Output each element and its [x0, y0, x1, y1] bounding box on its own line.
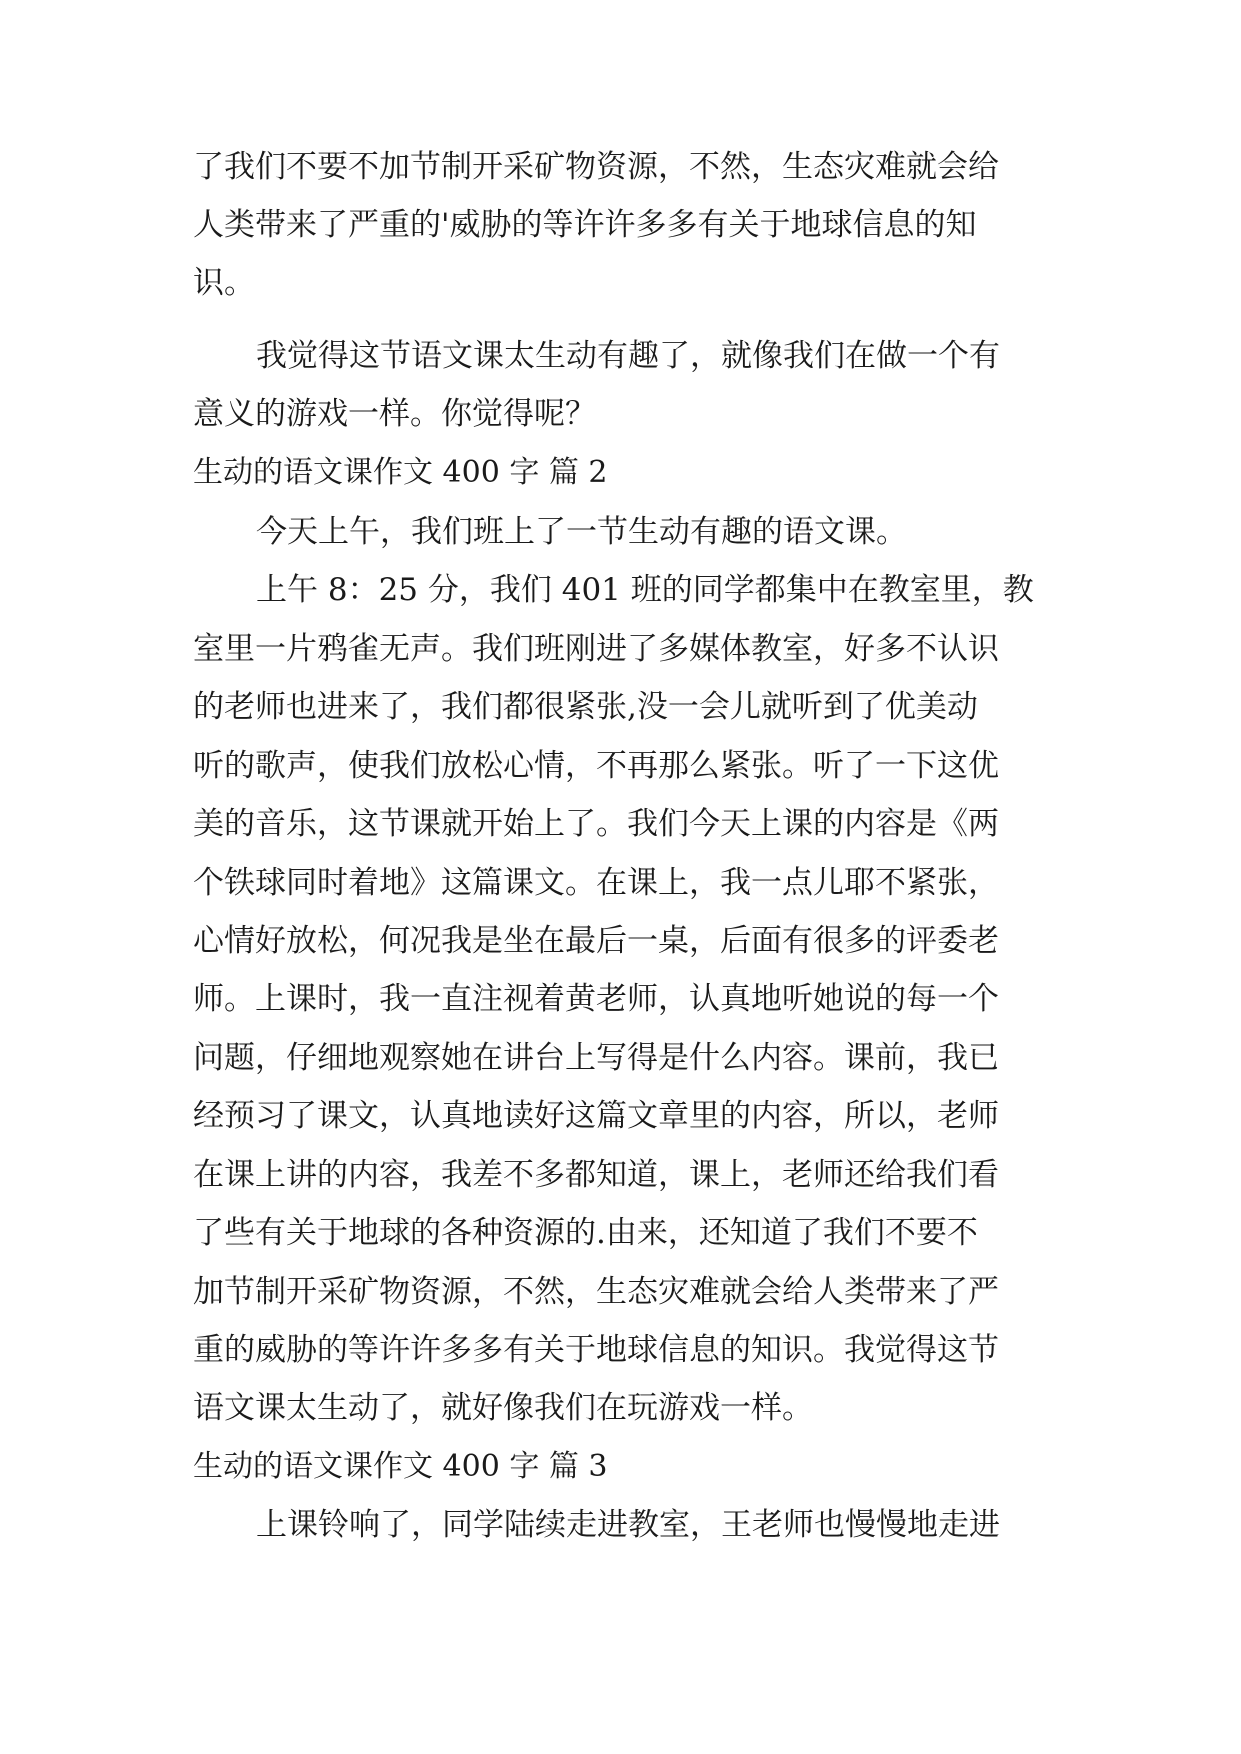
text-line: 了我们不要不加节制开采矿物资源，不然，生态灾难就会给: [193, 149, 999, 185]
paragraph-start-line: 我觉得这节语文课太生动有趣了，就像我们在做一个有: [256, 338, 1000, 374]
text-line: 人类带来了严重的'威胁的等许许多多有关于地球信息的知: [193, 207, 977, 243]
section-heading: 生动的语文课作文 400 字 篇 2: [193, 455, 608, 490]
text-line: 美的音乐，这节课就开始上了。我们今天上课的内容是《两: [193, 806, 999, 842]
text-line: 听的歌声，使我们放松心情，不再那么紧张。听了一下这优: [193, 748, 999, 784]
paragraph-start-line: 上课铃响了，同学陆续走进教室，王老师也慢慢地走进: [256, 1507, 1000, 1543]
text-line: 重的威胁的等许许多多有关于地球信息的知识。我觉得这节: [193, 1332, 999, 1368]
text-line: 语文课太生动了，就好像我们在玩游戏一样。: [193, 1390, 813, 1426]
section-heading: 生动的语文课作文 400 字 篇 3: [193, 1449, 608, 1484]
text-line: 加节制开采矿物资源，不然，生态灾难就会给人类带来了严: [193, 1274, 999, 1310]
text-line: 师。上课时，我一直注视着黄老师，认真地听她说的每一个: [193, 981, 999, 1017]
text-line: 了些有关于地球的各种资源的.由来，还知道了我们不要不: [193, 1215, 978, 1251]
text-line: 在课上讲的内容，我差不多都知道，课上，老师还给我们看: [193, 1157, 999, 1193]
text-line: 问题，仔细地观察她在讲台上写得是什么内容。课前，我已: [193, 1040, 999, 1076]
text-line: 室里一片鸦雀无声。我们班刚进了多媒体教室，好多不认识: [193, 631, 999, 667]
paragraph-start-line: 上午 8：25 分，我们 401 班的同学都集中在教室里，教: [256, 572, 1034, 608]
text-line: 经预习了课文，认真地读好这篇文章里的内容，所以，老师: [193, 1098, 999, 1134]
text-line: 识。: [193, 265, 255, 301]
paragraph-start-line: 今天上午，我们班上了一节生动有趣的语文课。: [256, 514, 907, 550]
text-line: 心情好放松，何况我是坐在最后一桌，后面有很多的评委老: [193, 923, 999, 959]
text-line: 意义的游戏一样。你觉得呢？: [193, 396, 596, 432]
text-line: 的老师也进来了，我们都很紧张,没一会儿就听到了优美动: [193, 689, 978, 725]
text-line: 个铁球同时着地》这篇课文。在课上，我一点儿耶不紧张，: [193, 865, 999, 901]
